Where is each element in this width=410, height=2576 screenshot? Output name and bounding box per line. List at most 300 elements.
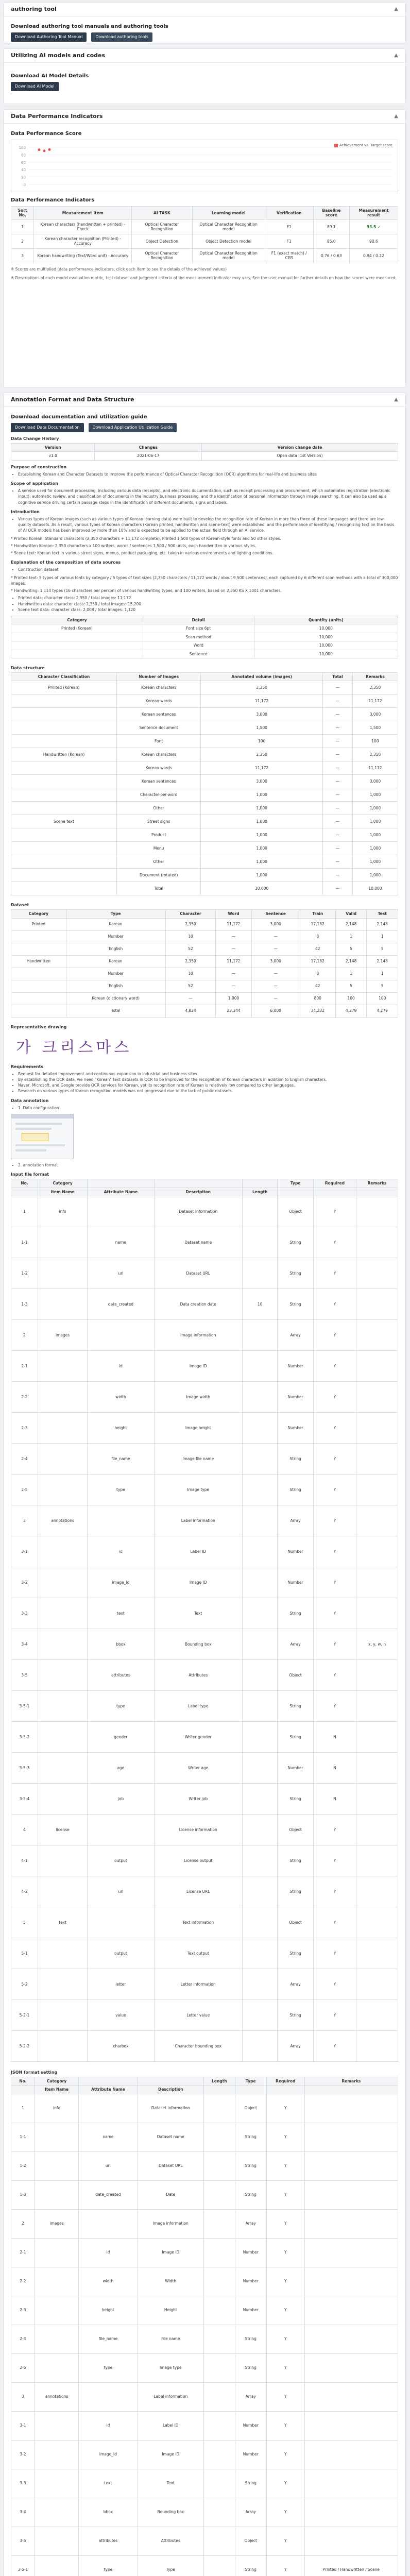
fmt-row <box>11 1938 398 1969</box>
change-cell: Open data (1st Version) <box>202 452 398 460</box>
fmt-cell <box>356 1999 398 2030</box>
json-header: Remarks <box>304 2077 398 2085</box>
scope-title: Scope of application <box>11 481 58 486</box>
json-cell: Y <box>266 2353 304 2382</box>
fmt-cell: file_name <box>88 1443 154 1474</box>
json-cell: 3-4 <box>11 2498 35 2527</box>
json-cell: 3-3 <box>11 2469 35 2498</box>
fmt-cell <box>243 1690 278 1721</box>
fmt-cell: Number <box>278 1381 313 1412</box>
struct-cell: — <box>322 694 352 708</box>
json-sub-header: Description <box>138 2086 204 2094</box>
perf-cell: 0.94 / 0.22 <box>349 248 398 263</box>
dist-cell: 5 <box>367 980 398 992</box>
struct-cell: 1,500 <box>352 721 398 735</box>
fmt-row <box>11 1690 398 1721</box>
struct-cell: Korean sentences <box>117 775 201 788</box>
dist-cell: 8 <box>300 930 335 943</box>
fmt-cell: width <box>88 1381 154 1412</box>
fmt-cell <box>38 1567 87 1598</box>
struct-cell: 1,000 <box>201 869 323 882</box>
json-cell: 1-1 <box>11 2123 35 2151</box>
struct-cell: — <box>322 788 352 802</box>
struct-cell <box>11 775 117 788</box>
json-cell: Y <box>266 2382 304 2411</box>
download-manual-button[interactable]: Download Authoring Tool Manual <box>11 32 87 42</box>
json-cell <box>79 2209 138 2238</box>
ds-cell <box>11 633 143 641</box>
dist-cell: — <box>251 980 300 992</box>
fmt-cell <box>243 1567 278 1598</box>
section-header[interactable] <box>4 393 405 407</box>
json-cell: width <box>79 2267 138 2296</box>
json-cell: 1-3 <box>11 2180 35 2209</box>
fmt-cell: 10 <box>243 1289 278 1319</box>
json-cell <box>304 2411 398 2440</box>
change-table <box>11 443 398 461</box>
fmt-cell <box>88 1505 154 1536</box>
fmt-cell <box>243 1505 278 1536</box>
perf-header: Verification <box>265 207 313 220</box>
struct-row <box>11 788 398 802</box>
fmt-cell: job <box>88 1783 154 1814</box>
json-cell: Y <box>266 2527 304 2555</box>
struct-cell: 2,350 <box>201 748 323 761</box>
section-header[interactable] <box>4 3 405 16</box>
fmt-cell <box>243 1721 278 1752</box>
mock-bar <box>11 1114 73 1118</box>
fmt-cell <box>88 1814 154 1845</box>
perf-row <box>11 248 398 263</box>
fmt-cell: height <box>88 1412 154 1443</box>
perf-header: AI TASK <box>132 207 192 220</box>
json-cell <box>35 2123 78 2151</box>
score-chart-svg <box>11 140 399 191</box>
fmt-row <box>11 1969 398 1999</box>
fmt-cell: Image width <box>154 1381 243 1412</box>
explain-item: • Handwritten data: character class: 2,350 / total images: 15,200 <box>18 601 398 607</box>
fmt-cell <box>356 1289 398 1319</box>
fmt-cell <box>38 1350 87 1381</box>
ds-cell: Scan method <box>143 633 254 641</box>
dist-cell: 10 <box>165 968 216 980</box>
struct-header: Total <box>322 672 352 681</box>
dist-cell: 1 <box>335 968 367 980</box>
fmt-row <box>11 1350 398 1381</box>
fmt-cell: annotations <box>38 1505 87 1536</box>
dist-cell: Korean (dictionary word) <box>66 992 165 1005</box>
intro-item: * Handwritten Korean: 2,350 characters x 100 writers, words / sentences 1,500 / 500 units, each handwritten in various styles. <box>11 543 257 548</box>
dataset-table <box>11 616 398 658</box>
chevron-up-icon[interactable]: ▲ <box>394 6 398 12</box>
fmt-cell <box>356 1567 398 1598</box>
json-cell: 2-4 <box>11 2325 35 2353</box>
fmt-cell: String <box>278 1690 313 1721</box>
fmt-cell <box>243 1783 278 1814</box>
fmt-cell: 1-3 <box>11 1289 38 1319</box>
requirement-item: • By establishing the OCR data, we need "Korean" text datasets in OCR to be improved for the recognition of Korean characters in addition to English characters. <box>18 1077 398 1082</box>
ds-cell: Word <box>143 641 254 650</box>
section-header[interactable] <box>4 110 405 124</box>
fmt-cell <box>38 1938 87 1969</box>
json-cell <box>204 2209 235 2238</box>
json-cell: Array <box>235 2209 266 2238</box>
json-cell <box>204 2180 235 2209</box>
struct-cell: Sentence document <box>117 721 201 735</box>
json-cell: 3-5-1 <box>11 2555 35 2576</box>
fmt-sub-header: Item Name <box>38 1188 87 1196</box>
fmt-cell: 3-5 <box>11 1659 38 1690</box>
fmt-cell: Y <box>313 1876 356 1907</box>
json-cell <box>204 2353 235 2382</box>
struct-cell: 3,000 <box>352 775 398 788</box>
fmt-row <box>11 1319 398 1350</box>
fmt-cell: Data creation date <box>154 1289 243 1319</box>
fmt-cell: String <box>278 1938 313 1969</box>
data-point[interactable] <box>38 148 41 151</box>
fmt-cell <box>243 1443 278 1474</box>
fmt-cell <box>356 2030 398 2061</box>
json-cell: String <box>235 2325 266 2353</box>
fmt-cell: license <box>38 1814 87 1845</box>
handwriting-sample: 가 크리스마스 <box>16 1038 132 1057</box>
fmt-cell <box>243 1258 278 1289</box>
struct-cell: — <box>322 775 352 788</box>
fmt-cell: String <box>278 1721 313 1752</box>
dist-cell: Korean <box>66 955 165 968</box>
json-cell <box>304 2180 398 2209</box>
y-tick-label: 20 <box>21 175 26 180</box>
dist-cell: 800 <box>300 992 335 1005</box>
fmt-cell: attributes <box>88 1659 154 1690</box>
dist-cell: 1,000 <box>216 992 251 1005</box>
fmt-row <box>11 1721 398 1752</box>
fmt-cell: 3-5-2 <box>11 1721 38 1752</box>
struct-cell: — <box>322 815 352 828</box>
struct-cell: 1,000 <box>352 855 398 869</box>
fmt-cell <box>38 1876 87 1907</box>
dist-header: Valid <box>335 910 367 918</box>
rep-title: Representative drawing <box>11 1024 67 1029</box>
fmt-cell <box>243 1629 278 1659</box>
json-row <box>11 2555 398 2576</box>
fmt-cell: text <box>38 1907 87 1938</box>
data-point[interactable] <box>48 148 51 151</box>
dist-cell: Handwritten <box>11 955 66 968</box>
fmt-cell: charbox <box>88 2030 154 2061</box>
fmt-cell <box>38 1629 87 1659</box>
ds-header: Quantity (units) <box>254 616 398 624</box>
ds-row <box>11 641 398 650</box>
fmt-cell <box>38 1999 87 2030</box>
fmt-cell <box>356 1969 398 1999</box>
dist-cell: English <box>66 943 165 955</box>
struct-cell: — <box>322 869 352 882</box>
download-guide-button[interactable]: Download Application Utilization Guide <box>89 423 177 432</box>
fmt-cell <box>356 1536 398 1567</box>
annotation-title: Data annotation <box>11 1098 49 1103</box>
json-cell: Array <box>235 2382 266 2411</box>
explain-text: * Printed text: 5 types of various fonts by category / 5 types of text sizes (2,350 characters / 11,172 words / about 9,500 sentences), each captured by 6 different scan methods with a total of 300,000 images. <box>11 575 398 586</box>
perf-cell: F1 (exact match) / CER <box>265 248 313 263</box>
y-tick-label: 80 <box>21 153 26 158</box>
fmt-cell: Y <box>313 1196 356 1227</box>
fmt-cell <box>243 1319 278 1350</box>
change-header: Version <box>11 444 95 452</box>
fmt-cell: output <box>88 1938 154 1969</box>
struct-cell: — <box>322 735 352 748</box>
fmt-cell: Y <box>313 1505 356 1536</box>
fmt-cell <box>243 1196 278 1227</box>
struct-row <box>11 842 398 855</box>
section-annotation <box>3 393 406 2576</box>
chevron-up-icon[interactable]: ▲ <box>394 397 398 402</box>
fmt-cell: Writer age <box>154 1752 243 1783</box>
section-title: Data Performance Indicators <box>11 113 103 120</box>
fmt-cell: 3 <box>11 1505 38 1536</box>
fmt-cell: date_created <box>88 1289 154 1319</box>
fmt-row <box>11 1443 398 1474</box>
json-cell: Date <box>138 2180 204 2209</box>
fmt-cell: Dataset name <box>154 1227 243 1258</box>
struct-row <box>11 882 398 895</box>
ds-cell <box>11 641 143 650</box>
struct-cell: — <box>322 855 352 869</box>
json-cell <box>35 2325 78 2353</box>
struct-cell: 1,000 <box>201 855 323 869</box>
dist-cell <box>11 992 66 1005</box>
dist-cell: 5 <box>367 943 398 955</box>
ds-cell: 10,000 <box>254 650 398 658</box>
fmt-cell <box>356 1258 398 1289</box>
download-doc-button[interactable]: Download Data Documentation <box>11 423 84 432</box>
struct-cell: Menu <box>117 842 201 855</box>
dist-cell: 2,350 <box>165 955 216 968</box>
fmt-cell: image_id <box>88 1567 154 1598</box>
json-cell: 1-2 <box>11 2151 35 2180</box>
ds-row <box>11 650 398 658</box>
struct-cell: Product <box>117 828 201 842</box>
struct-cell: 1,000 <box>352 815 398 828</box>
section-title: Annotation Format and Data Structure <box>11 396 134 403</box>
json-cell: attributes <box>79 2527 138 2555</box>
json-row <box>11 2123 398 2151</box>
sub-title: Download AI Model Details <box>11 73 89 79</box>
json-cell <box>304 2238 398 2267</box>
fmt-cell: Array <box>278 1505 313 1536</box>
json-cell <box>204 2411 235 2440</box>
fmt-cell: Array <box>278 1319 313 1350</box>
json-cell: Y <box>266 2296 304 2325</box>
dist-header: Test <box>367 910 398 918</box>
fmt-row <box>11 1505 398 1536</box>
fmt-cell: 2 <box>11 1319 38 1350</box>
data-point[interactable] <box>43 149 46 152</box>
fmt-cell <box>356 1721 398 1752</box>
struct-cell: 1,000 <box>352 869 398 882</box>
fmt-header: No. <box>11 1179 38 1188</box>
json-cell <box>304 2382 398 2411</box>
json-header <box>79 2077 138 2085</box>
fmt-cell <box>88 1319 154 1350</box>
dist-header: Train <box>300 910 335 918</box>
dist-cell: — <box>165 992 216 1005</box>
json-row <box>11 2238 398 2267</box>
fmt-header: Remarks <box>356 1179 398 1188</box>
dist-cell: — <box>251 992 300 1005</box>
dist-cell: — <box>251 930 300 943</box>
struct-cell <box>11 828 117 842</box>
json-cell <box>35 2267 78 2296</box>
purpose-title: Purpose of construction <box>11 464 67 469</box>
sub-title: Download documentation and utilization guide <box>11 414 147 420</box>
json-cell: id <box>79 2238 138 2267</box>
fmt-cell: Number <box>278 1350 313 1381</box>
json-cell <box>204 2238 235 2267</box>
fmt-cell: String <box>278 1258 313 1289</box>
struct-cell: Font <box>117 735 201 748</box>
json-cell <box>304 2469 398 2498</box>
perf-cell: Optical Character Recognition <box>132 219 192 234</box>
fmt-cell: Text output <box>154 1938 243 1969</box>
json-cell: Attributes <box>138 2527 204 2555</box>
section-header[interactable] <box>4 49 405 63</box>
perf-cell: F1 <box>265 219 313 234</box>
fmt-cell: 2-4 <box>11 1443 38 1474</box>
fmt-cell <box>356 1412 398 1443</box>
explain-list <box>18 595 398 613</box>
json-cell <box>35 2440 78 2469</box>
struct-cell: Printed (Korean) <box>11 681 117 694</box>
json-cell: Y <box>266 2325 304 2353</box>
dist-cell: 34,232 <box>300 1005 335 1017</box>
json-row <box>11 2296 398 2325</box>
json-row <box>11 2382 398 2411</box>
ds-row <box>11 624 398 633</box>
dist-cell: 3,000 <box>251 918 300 930</box>
fmt-cell <box>38 1443 87 1474</box>
fmt-cell: Image height <box>154 1412 243 1443</box>
dist-cell: English <box>66 980 165 992</box>
struct-cell: Scene text <box>11 815 117 828</box>
fmt-header <box>88 1179 154 1188</box>
fmt-cell: License URL <box>154 1876 243 1907</box>
fmt-cell <box>243 1752 278 1783</box>
fmt-cell: 3-4 <box>11 1629 38 1659</box>
y-tick-label: 60 <box>21 160 26 165</box>
section-title: authoring tool <box>11 6 57 12</box>
legend-swatch <box>334 144 338 147</box>
perf-row <box>11 234 398 248</box>
format-table <box>11 1179 398 2062</box>
json-cell: Text <box>138 2469 204 2498</box>
dist-row <box>11 992 398 1005</box>
fmt-cell: Image file name <box>154 1443 243 1474</box>
dist-cell: 17,182 <box>300 955 335 968</box>
struct-cell: — <box>322 721 352 735</box>
struct-row <box>11 775 398 788</box>
fmt-cell <box>243 1659 278 1690</box>
json-cell <box>204 2267 235 2296</box>
chart-legend <box>334 143 392 147</box>
json-cell: Bounding box <box>138 2498 204 2527</box>
chevron-up-icon[interactable]: ▲ <box>394 113 398 119</box>
struct-row <box>11 855 398 869</box>
structure-table <box>11 672 398 895</box>
perf-cell: 85.0 <box>313 234 349 248</box>
json-cell: name <box>79 2123 138 2151</box>
struct-cell: 1,000 <box>201 842 323 855</box>
requirement-item: • Request for detailed improvement and continuous expansion in industrial and business sites. <box>18 1071 398 1077</box>
chevron-up-icon[interactable]: ▲ <box>394 53 398 58</box>
json-cell: type <box>79 2353 138 2382</box>
struct-cell: Handwritten (Korean) <box>11 748 117 761</box>
perf-header: Sort No. <box>11 207 34 220</box>
dist-cell: 5 <box>335 980 367 992</box>
fmt-cell: Y <box>313 2030 356 2061</box>
fmt-cell <box>38 1690 87 1721</box>
json-cell <box>35 2296 78 2325</box>
json-cell <box>204 2555 235 2576</box>
json-cell <box>304 2267 398 2296</box>
json-cell <box>304 2296 398 2325</box>
fmt-cell: 3-3 <box>11 1598 38 1629</box>
fmt-cell: Y <box>313 1381 356 1412</box>
fmt-cell: bbox <box>88 1629 154 1659</box>
dist-cell: 52 <box>165 980 216 992</box>
json-row <box>11 2469 398 2498</box>
download-tool-button[interactable]: Download authoring tools <box>91 32 152 42</box>
fmt-cell <box>38 1412 87 1443</box>
json-cell: Image type <box>138 2353 204 2382</box>
dist-cell: 6,000 <box>251 1005 300 1017</box>
dist-header: Sentence <box>251 910 300 918</box>
struct-cell: 3,000 <box>201 708 323 721</box>
fmt-row <box>11 1907 398 1938</box>
struct-cell: 1,000 <box>352 802 398 815</box>
download-model-button[interactable]: Download AI Model <box>11 82 59 91</box>
fmt-sub-header <box>313 1188 356 1196</box>
explain-text-2: * Handwriting: 1,114 types (16 characters per person) of various handwriting types, and 100 writers, based on 2,350 KS X 1001 characters. <box>11 588 282 593</box>
struct-row <box>11 761 398 775</box>
fmt-cell: Character bounding box <box>154 2030 243 2061</box>
dist-row <box>11 955 398 968</box>
fmt-cell: Y <box>313 1969 356 1999</box>
section-ai-models <box>3 48 406 104</box>
fmt-cell <box>243 2030 278 2061</box>
json-title: JSON format setting <box>11 2070 58 2075</box>
fmt-cell: output <box>88 1845 154 1876</box>
ds-cell: 10,000 <box>254 624 398 633</box>
json-cell: String <box>235 2151 266 2180</box>
requirements-list <box>18 1071 398 1094</box>
fmt-cell: Y <box>313 1814 356 1845</box>
fmt-row <box>11 1752 398 1783</box>
json-cell: url <box>79 2151 138 2180</box>
intro-list <box>11 536 398 556</box>
fmt-cell: Y <box>313 1907 356 1938</box>
fmt-cell: Y <box>313 1289 356 1319</box>
fmt-cell: Number <box>278 1412 313 1443</box>
fmt-row <box>11 1258 398 1289</box>
distribution-table <box>11 909 398 1017</box>
json-cell: height <box>79 2296 138 2325</box>
dist-cell: 2,148 <box>335 955 367 968</box>
fmt-row <box>11 1999 398 2030</box>
dist-cell: 2,148 <box>367 918 398 930</box>
dist-cell: — <box>216 968 251 980</box>
section-performance <box>3 109 406 387</box>
